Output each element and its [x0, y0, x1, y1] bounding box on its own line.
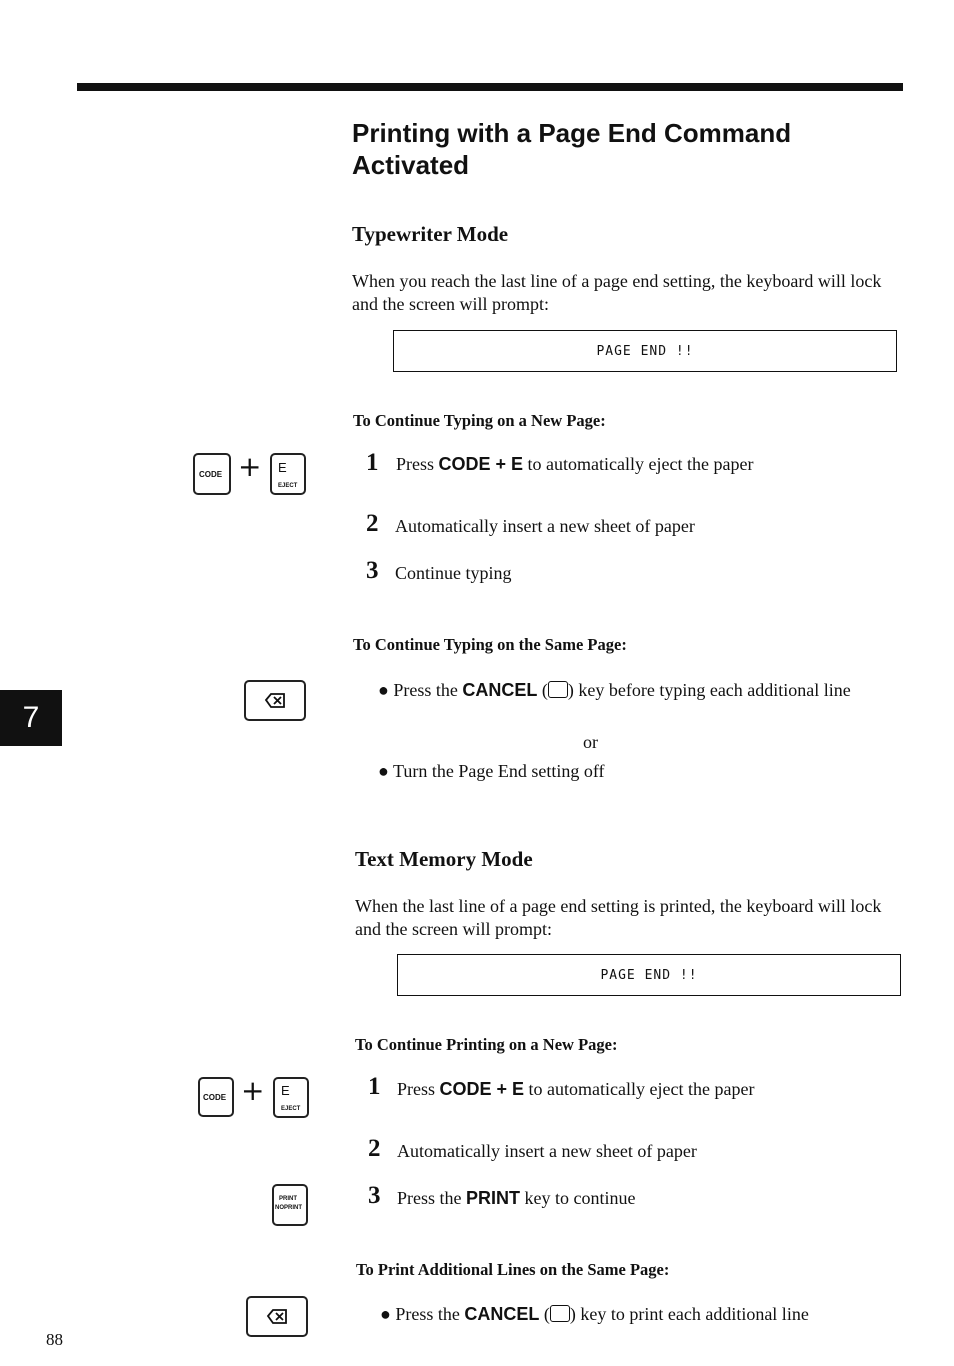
- step-1: 1: [366, 449, 379, 476]
- step-3-number: 3: [366, 557, 379, 584]
- eject-key-icon: E EJECT: [270, 453, 306, 495]
- section-heading-text-memory: Text Memory Mode: [355, 847, 533, 871]
- plus-sign-2: +: [241, 1074, 265, 1107]
- eject-key-icon-2: E EJECT: [273, 1077, 309, 1118]
- step-2-text-tm: Automatically insert a new sheet of paper: [397, 1141, 697, 1161]
- inline-cancel-icon: [548, 681, 568, 698]
- or-text: or: [583, 732, 598, 752]
- plus-sign: +: [238, 450, 262, 483]
- typewriter-intro: When you reach the last line of a page end setting, the keyboard will lock and the screen will prompt:: [352, 271, 882, 314]
- step-3-text: Continue typing: [395, 563, 512, 583]
- inline-cancel-icon-2: [550, 1305, 570, 1322]
- section-heading-typewriter: Typewriter Mode: [352, 222, 509, 246]
- cancel-key-icon-2: [246, 1296, 308, 1337]
- text-memory-intro: When the last line of a page end setting is printed, the keyboard will lock and the screen will prompt:: [355, 896, 882, 939]
- screen-prompt-text-2: PAGE END !!: [600, 967, 698, 983]
- bullet-turn-off: ● Turn the Page End setting off: [378, 761, 605, 781]
- cancel-x-icon: [246, 682, 304, 719]
- screen-prompt-box-2: [397, 954, 901, 996]
- bullet-cancel-text-memory: ● Press the CANCEL ( ) key to print each additional line: [380, 1304, 809, 1324]
- step-1-number-tm: 1: [368, 1073, 381, 1100]
- code-key-icon-2: CODE: [198, 1077, 234, 1117]
- print-key-icon: PRINT NOPRINT: [272, 1184, 308, 1226]
- cancel-x-icon-2: [248, 1298, 306, 1335]
- subheading-continue-typing-same-page: To Continue Typing on the Same Page:: [353, 635, 627, 654]
- screen-prompt-text: PAGE END !!: [596, 343, 694, 359]
- cancel-key-icon: [244, 680, 306, 721]
- chapter-tab: 7: [0, 690, 62, 746]
- bullet-cancel-typewriter: ● Press the CANCEL ( ) key before typing each additional line: [378, 680, 851, 700]
- screen-prompt-box: [393, 330, 897, 372]
- subheading-continue-printing-new-page: To Continue Printing on a New Page:: [355, 1035, 618, 1054]
- step-1-text: Press CODE + E to automatically eject the paper: [396, 454, 754, 474]
- subheading-print-additional-lines: To Print Additional Lines on the Same Page:: [356, 1260, 670, 1279]
- step-2-number: 2: [366, 510, 379, 537]
- step-2-number-tm: 2: [368, 1135, 381, 1162]
- page-number: 88: [46, 1330, 63, 1349]
- step-1-text-tm: Press CODE + E to automatically eject the paper: [397, 1079, 755, 1099]
- subheading-continue-typing-new-page: To Continue Typing on a New Page:: [353, 411, 606, 430]
- step-2-text: Automatically insert a new sheet of paper: [395, 516, 695, 536]
- code-key-icon: CODE: [193, 453, 231, 495]
- page-title: Printing with a Page End Command Activated: [352, 118, 792, 180]
- top-rule: [77, 83, 903, 91]
- step-3-text-tm: Press the PRINT key to continue: [397, 1188, 636, 1208]
- step-3-number-tm: 3: [368, 1182, 381, 1209]
